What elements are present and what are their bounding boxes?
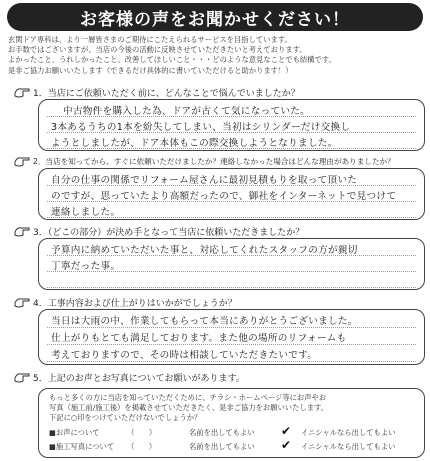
answer-box-3 [38,238,425,290]
check-mark[interactable]: ✔ [281,424,292,438]
answer-text: 3本あるうちの1本を紛失してしまい、当初はシリンダーだけ交換し [51,122,351,133]
answer-box-1 [38,99,425,151]
question-2 [14,155,395,168]
name-option[interactable]: 名前を出してもよい [189,428,255,437]
intro-line: 是非ご協力お願いいたします（できるだけ具体的に書いていただけると助かります！） [8,65,293,75]
answer-text: ようとしましたが、ドア本体もこの際交換しようとなりました。 [51,138,338,149]
row-label: ■お声について [49,428,100,437]
initial-option[interactable]: イニシャルなら出してもよい [301,442,396,451]
hand-icon [14,86,31,99]
question-5 [14,371,245,384]
hand-icon [14,371,31,384]
hand-icon [14,155,31,168]
answer-text: のですが、思っていたより高額だったので、御社をインターネットで見つけて [51,191,397,202]
answer-text: 当日は大雨の中、作業してもらって本当にありがとうございました。 [51,316,358,327]
permission-line: もっと多くの方に当店を知っていただくために、チラシ・ホームページ等にお声やお [49,393,327,402]
question-label: 4．工事内容および仕上がりはいかがでしょうか？ [33,299,237,309]
permission-line: 写真（施工前/施工後）を掲載させていただきたく、是非ご協力をお願いいたします。 [49,403,329,412]
intro-line: 玄関ドア専科は、より一層皆さまのご期待にこたえられるサービスを目指しています。 [8,35,292,44]
photo-permission-box [38,388,425,458]
name-option[interactable]: 名前を出してもよい [189,442,255,451]
initial-option[interactable]: イニシャルなら出してもよい [301,428,396,437]
question-label: 1．当店にご依頼いただく前に、どんなことで悩んでいましたか？ [33,89,300,99]
answer-text: 仕上がりもとても満足しております。また他の場所のリフォームも [51,333,347,344]
row-paren: （ ） [127,442,157,451]
answer-box-2 [38,168,425,220]
answer-text: 中古物件を購入した為、ドアが古くて気になっていた。 [63,106,311,117]
permission-line: 下記に○印をつけていただけないでしょうか？ [49,413,202,422]
intro-text [8,35,424,76]
answer-text: 予算内に納めていただいた事と、対応してくれたスタッフの方が親切 [51,245,358,256]
answer-text: 丁寧だった事。 [51,261,121,272]
intro-line: よかったこと、うれしかったこと、改善してほしいこと・・・どのような意見なことでも結構です。 [8,55,336,65]
question-1 [14,86,300,99]
hand-icon [14,225,31,238]
answer-text: 自分の仕事の関係でリフォーム屋さんに最初見積もりを取って頂いた [51,175,358,186]
page-title: お客様の声をお聞かせください！ [7,3,423,31]
answer-text: 連絡しました。 [51,207,121,218]
question-label: 3．（どこの部分）が決め手となって当店に依頼いただきましたか？ [33,228,305,238]
row-paren: （ ） [127,428,157,437]
hand-icon [14,296,31,309]
answer-box-4 [38,309,425,365]
answer-text: 考えておりますので、その時は相談していただきたいです。 [51,350,318,361]
question-3 [14,225,304,238]
row-label: ■施工写真について [49,442,115,451]
question-label: 5．上記のお声とお写真についてお願いがあります。 [33,374,245,384]
check-mark[interactable]: ✔ [281,438,292,452]
intro-line: お手数ではございますが、当店の今後の活動に反映させていただきたいと考えております。 [8,45,307,55]
permission-text [49,393,419,423]
question-4 [14,296,237,309]
question-label: 2．当店を知ってから、すぐに依頼いただけましたか？連絡しなかった場合はどんな理由がありましたか？ [33,157,395,166]
